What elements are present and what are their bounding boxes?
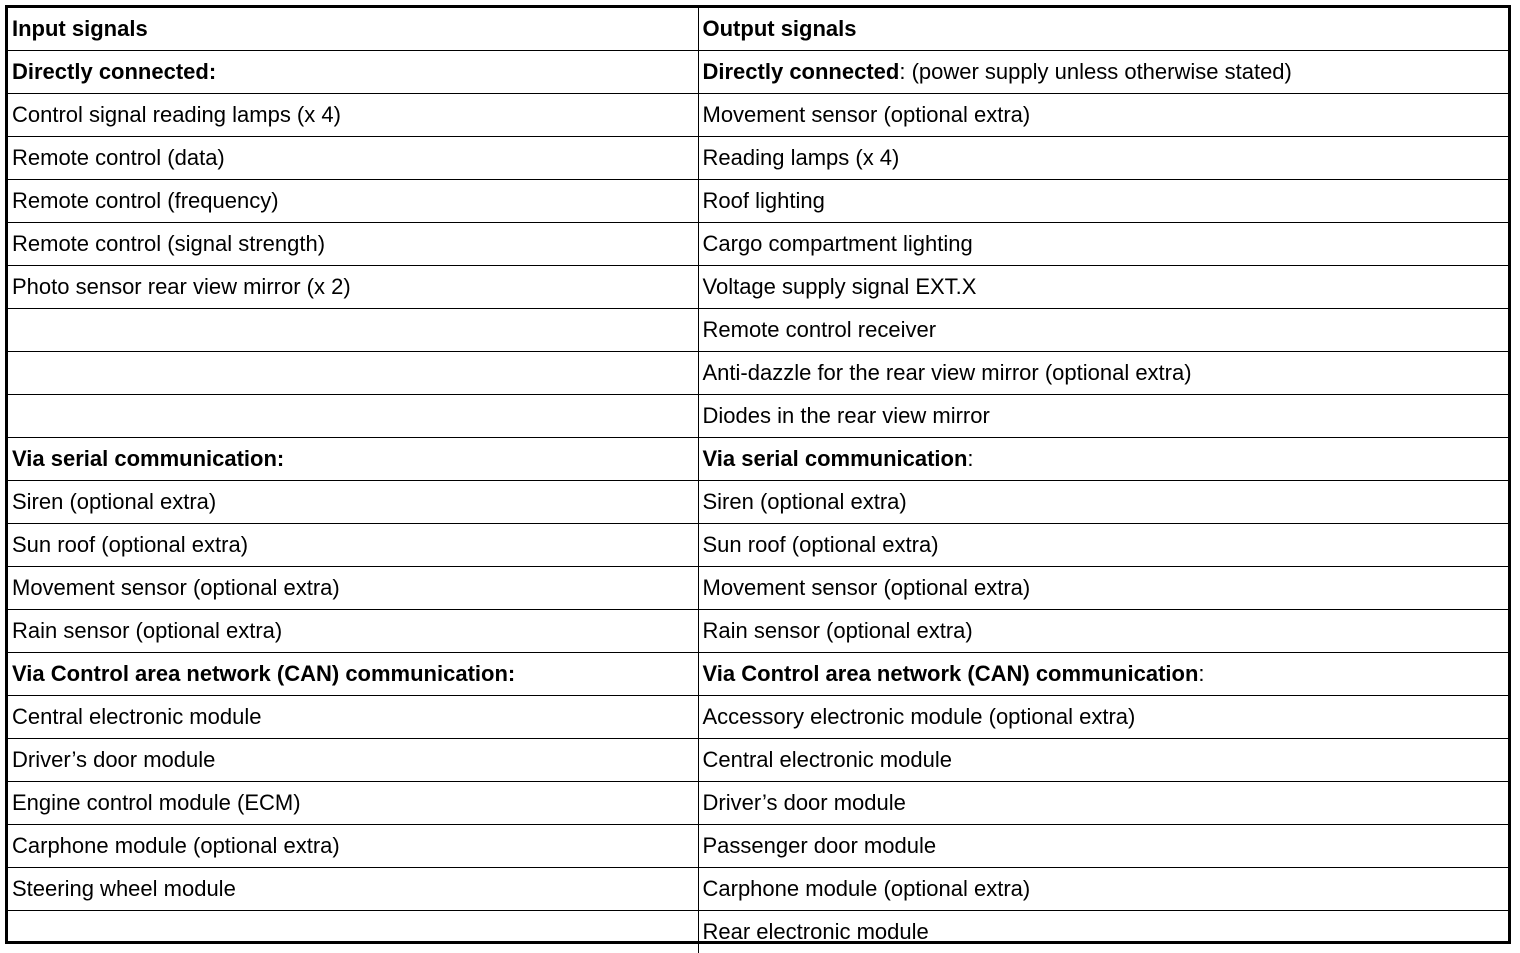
output-signal-cell xyxy=(698,180,1508,223)
input-signal-cell xyxy=(8,94,698,137)
cell-text: Remote control (frequency) xyxy=(12,188,279,213)
cell-text: Sun roof (optional extra) xyxy=(703,532,939,557)
cell-text: Movement sensor (optional extra) xyxy=(12,575,340,600)
table-row xyxy=(8,567,1508,610)
cell-text: Via serial communication xyxy=(703,446,968,471)
input-signal-cell xyxy=(8,395,698,438)
output-signal-cell xyxy=(698,911,1508,953)
table-row xyxy=(8,94,1508,137)
cell-text: Movement sensor (optional extra) xyxy=(703,102,1031,127)
cell-text: Directly connected xyxy=(703,59,900,84)
output-signal-cell xyxy=(698,223,1508,266)
output-signal-cell xyxy=(698,309,1508,352)
cell-text: Cargo compartment lighting xyxy=(703,231,973,256)
input-signal-cell xyxy=(8,223,698,266)
input-signal-cell xyxy=(8,438,698,481)
input-signal-cell xyxy=(8,610,698,653)
cell-text: Anti-dazzle for the rear view mirror (optional extra) xyxy=(703,360,1192,385)
table-row xyxy=(8,51,1508,94)
input-signal-cell xyxy=(8,8,698,51)
output-signal-cell xyxy=(698,51,1508,94)
input-signal-cell xyxy=(8,825,698,868)
table-row xyxy=(8,610,1508,653)
table-row xyxy=(8,395,1508,438)
output-signal-cell xyxy=(698,266,1508,309)
output-signal-cell xyxy=(698,868,1508,911)
cell-text: Carphone module (optional extra) xyxy=(12,833,340,858)
cell-text: Central electronic module xyxy=(12,704,261,729)
input-signal-cell xyxy=(8,137,698,180)
cell-text: Voltage supply signal EXT.X xyxy=(703,274,977,299)
cell-text: Directly connected: xyxy=(12,59,216,84)
table-row xyxy=(8,696,1508,739)
input-signal-cell xyxy=(8,696,698,739)
cell-text: Passenger door module xyxy=(703,833,937,858)
input-signal-cell xyxy=(8,739,698,782)
cell-text: Siren (optional extra) xyxy=(703,489,907,514)
input-signal-cell xyxy=(8,868,698,911)
output-signal-cell xyxy=(698,610,1508,653)
cell-text: Rain sensor (optional extra) xyxy=(703,618,973,643)
table-row xyxy=(8,911,1508,953)
cell-text: Via serial communication: xyxy=(12,446,284,471)
cell-text: Engine control module (ECM) xyxy=(12,790,301,815)
table-row xyxy=(8,352,1508,395)
output-signal-cell xyxy=(698,696,1508,739)
input-signal-cell xyxy=(8,524,698,567)
table-row xyxy=(8,438,1508,481)
table-row xyxy=(8,524,1508,567)
cell-text: Remote control (signal strength) xyxy=(12,231,325,256)
cell-text: Carphone module (optional extra) xyxy=(703,876,1031,901)
cell-text: Via Control area network (CAN) communication: xyxy=(12,661,515,686)
output-signal-cell xyxy=(698,524,1508,567)
table-row xyxy=(8,739,1508,782)
output-signal-cell xyxy=(698,395,1508,438)
input-signal-cell xyxy=(8,567,698,610)
cell-text: Driver’s door module xyxy=(703,790,906,815)
output-signal-cell xyxy=(698,825,1508,868)
cell-text: Driver’s door module xyxy=(12,747,215,772)
cell-text: Movement sensor (optional extra) xyxy=(703,575,1031,600)
output-signal-cell xyxy=(698,352,1508,395)
input-signal-cell xyxy=(8,180,698,223)
cell-text: Diodes in the rear view mirror xyxy=(703,403,990,428)
output-signal-cell xyxy=(698,481,1508,524)
output-signal-cell xyxy=(698,653,1508,696)
cell-text: Accessory electronic module (optional extra) xyxy=(703,704,1136,729)
input-signal-cell xyxy=(8,352,698,395)
table-row xyxy=(8,309,1508,352)
cell-text: Input signals xyxy=(12,16,148,41)
cell-text: Steering wheel module xyxy=(12,876,236,901)
cell-text: Rear electronic module xyxy=(703,919,929,944)
output-signal-cell xyxy=(698,438,1508,481)
cell-text: Roof lighting xyxy=(703,188,825,213)
cell-text: Photo sensor rear view mirror (x 2) xyxy=(12,274,351,299)
table-row xyxy=(8,868,1508,911)
cell-text: Via Control area network (CAN) communication xyxy=(703,661,1199,686)
table-row xyxy=(8,782,1508,825)
input-signal-cell xyxy=(8,481,698,524)
output-signal-cell xyxy=(698,94,1508,137)
table-row xyxy=(8,481,1508,524)
cell-suffix: : (power supply unless otherwise stated) xyxy=(899,59,1292,84)
cell-text: Central electronic module xyxy=(703,747,952,772)
signals-table xyxy=(8,8,1508,953)
table-row xyxy=(8,180,1508,223)
table-row xyxy=(8,137,1508,180)
output-signal-cell xyxy=(698,567,1508,610)
cell-text: Output signals xyxy=(703,16,857,41)
cell-suffix: : xyxy=(967,446,973,471)
table-row xyxy=(8,223,1508,266)
input-signal-cell xyxy=(8,309,698,352)
signals-table-frame xyxy=(5,5,1511,944)
input-signal-cell xyxy=(8,51,698,94)
output-signal-cell xyxy=(698,782,1508,825)
table-row xyxy=(8,825,1508,868)
cell-text: Control signal reading lamps (x 4) xyxy=(12,102,341,127)
cell-text: Reading lamps (x 4) xyxy=(703,145,900,170)
input-signal-cell xyxy=(8,782,698,825)
table-row xyxy=(8,266,1508,309)
cell-text: Sun roof (optional extra) xyxy=(12,532,248,557)
table-row xyxy=(8,8,1508,51)
cell-suffix: : xyxy=(1198,661,1204,686)
input-signal-cell xyxy=(8,266,698,309)
cell-text: Remote control (data) xyxy=(12,145,225,170)
signals-table-body xyxy=(8,8,1508,953)
cell-text: Siren (optional extra) xyxy=(12,489,216,514)
output-signal-cell xyxy=(698,137,1508,180)
output-signal-cell xyxy=(698,739,1508,782)
cell-text: Rain sensor (optional extra) xyxy=(12,618,282,643)
cell-text: Remote control receiver xyxy=(703,317,937,342)
input-signal-cell xyxy=(8,911,698,953)
output-signal-cell xyxy=(698,8,1508,51)
table-row xyxy=(8,653,1508,696)
input-signal-cell xyxy=(8,653,698,696)
